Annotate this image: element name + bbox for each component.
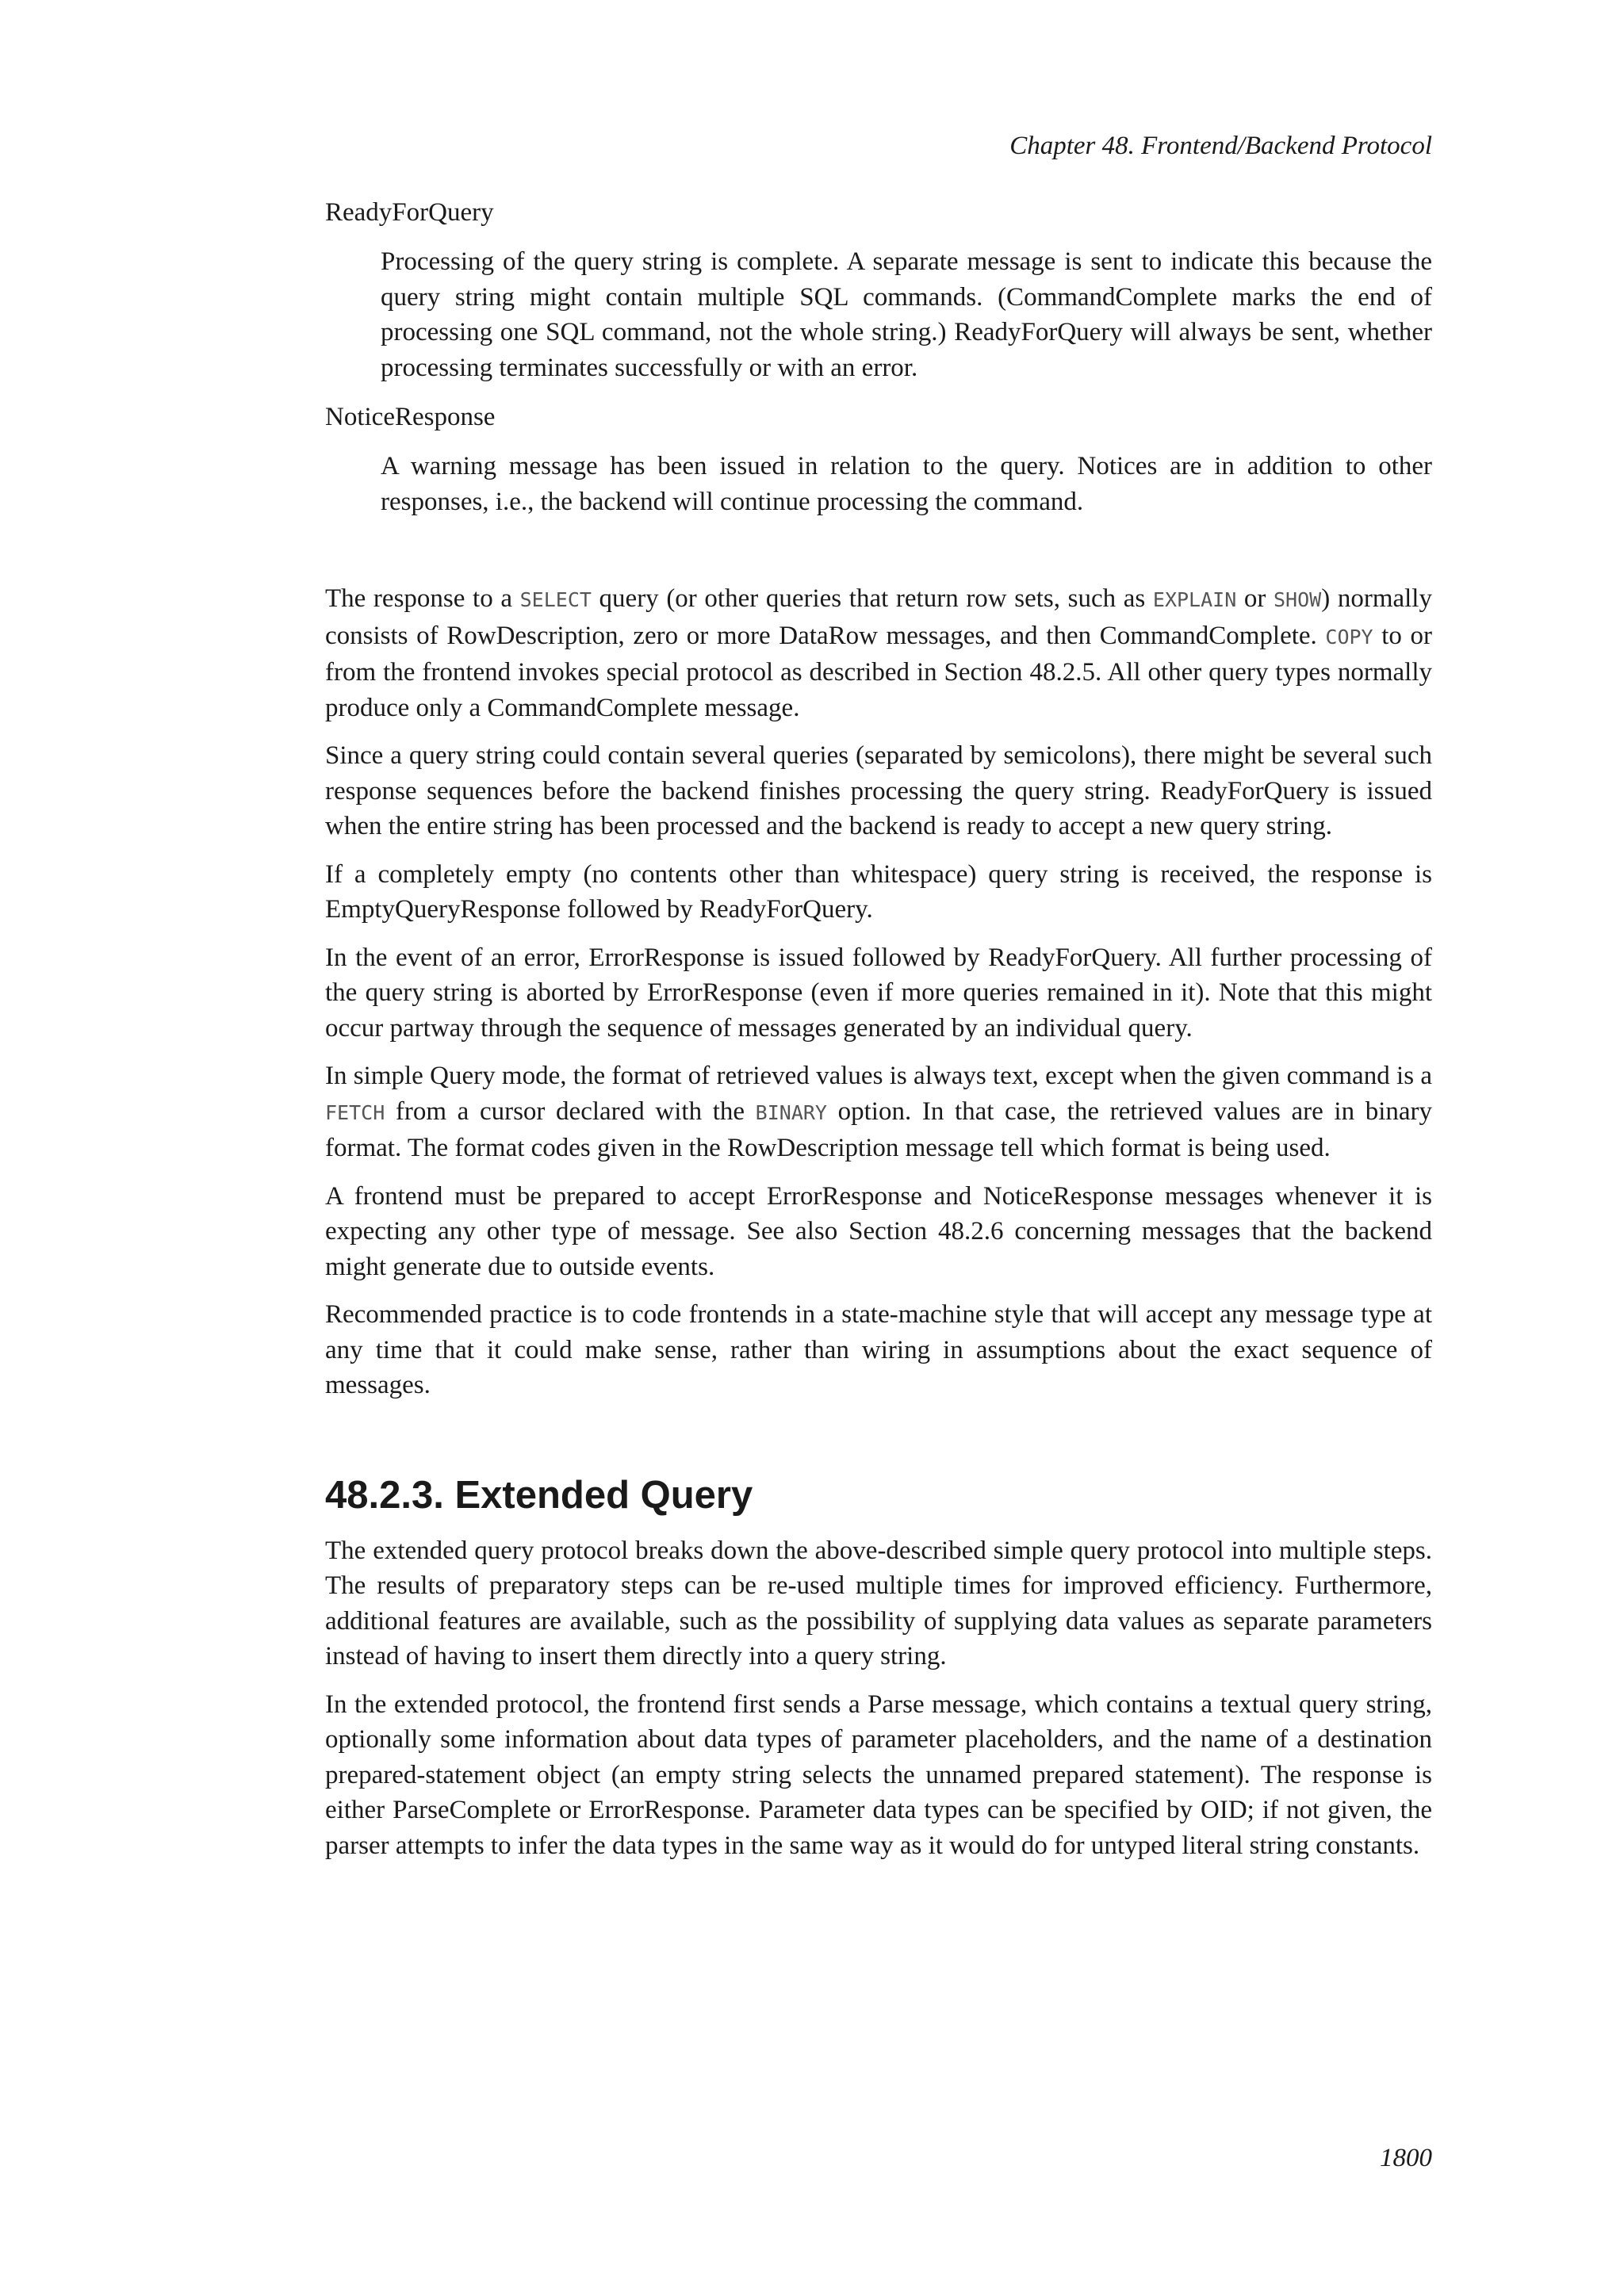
text-span: ) normally consists of RowDescription, zero or more DataRow messages, and then CommandComplete. xyxy=(325,584,1432,650)
document-page xyxy=(325,0,1432,2296)
definition-term-noticeresponse: NoticeResponse xyxy=(325,403,496,431)
paragraph-select-response xyxy=(325,581,1432,725)
text-span: to or from the frontend invokes special protocol as described in Section 48.2.5. All other query types normally produce only a CommandComplete message. xyxy=(325,621,1432,722)
running-head: Chapter 48. Frontend/Backend Protocol xyxy=(1009,132,1432,160)
page-number: 1800 xyxy=(1380,2144,1432,2172)
text-span: query (or other queries that return row sets, such as xyxy=(591,584,1153,613)
code-show: SHOW xyxy=(1274,588,1322,611)
code-explain: EXPLAIN xyxy=(1152,588,1237,611)
code-fetch: FETCH xyxy=(325,1100,385,1124)
text-span: or xyxy=(1236,584,1274,613)
section-heading: 48.2.3. Extended Query xyxy=(325,1473,753,1517)
paragraph-error-handling: In the event of an error, ErrorResponse is issued followed by ReadyForQuery. All further processing of the query string is aborted by ErrorResponse (even if more queries remained in it). Note that this might occur partway through the sequence of messages generated by an individual query. xyxy=(325,943,1432,1043)
paragraph-parse-message: In the extended protocol, the frontend first sends a Parse message, which contains a textual query string, optionally some information about data types of parameter placeholders, and the name of a destination prepared-statement object (an empty string selects the unnamed prepared statement). The response is either ParseComplete or ErrorResponse. Parameter data types can be specified by OID; if not given, the parser attempts to infer the data types in the same way as it would do for untyped literal string constants. xyxy=(325,1689,1432,1860)
paragraph-multiple-queries: Since a query string could contain several queries (separated by semicolons), there might be several such response sequences before the backend finishes processing the query string. ReadyForQuery is issued when the entire string has been processed and the backend is ready to accept a new query string. xyxy=(325,741,1432,840)
paragraph-extended-intro: The extended query protocol breaks down the above-described simple query protocol into multiple steps. The results of preparatory steps can be re-used multiple times for improved efficiency. Furthermore, additional features are available, such as the possibility of supplying data values as separate parameters instead of having to insert them directly into a query string. xyxy=(325,1536,1432,1670)
paragraph-format xyxy=(325,1058,1432,1166)
text-span: The response to a xyxy=(325,584,520,613)
code-copy: COPY xyxy=(1325,625,1373,649)
text-span: In simple Query mode, the format of retrieved values is always text, except when the given command is a xyxy=(325,1062,1432,1090)
paragraph-notice-handling: A frontend must be prepared to accept ErrorResponse and NoticeResponse messages whenever it is expecting any other type of message. See also Section 48.2.6 concerning messages that the backend might generate due to outside events. xyxy=(325,1181,1432,1281)
code-binary: BINARY xyxy=(755,1100,827,1124)
paragraph-empty-query: If a completely empty (no contents other than whitespace) query string is received, the response is EmptyQueryResponse followed by ReadyForQuery. xyxy=(325,859,1432,924)
page-content xyxy=(325,195,1432,1876)
definition-term-readyforquery: ReadyForQuery xyxy=(325,198,494,227)
text-span: from a cursor declared with the xyxy=(385,1096,756,1126)
text-span: option. In that case, the retrieved values are in binary format. The format codes given in the RowDescription message tell which format is being used. xyxy=(325,1096,1432,1162)
definition-description-readyforquery: Processing of the query string is complete. A separate message is sent to indicate this because the query string might contain multiple SQL commands. (CommandComplete marks the end of processing one SQL command, not the whole string.) ReadyForQuery will always be sent, whether processing terminates successfully or with an error. xyxy=(381,247,1432,382)
definition-description-noticeresponse: A warning message has been issued in relation to the query. Notices are in addition to other responses, i.e., the backend will continue processing the command. xyxy=(381,452,1432,516)
code-select: SELECT xyxy=(519,588,592,611)
paragraph-state-machine: Recommended practice is to code frontends in a state-machine style that will accept any message type at any time that it could make sense, rather than wiring in assumptions about the exact sequence of messages. xyxy=(325,1300,1432,1399)
